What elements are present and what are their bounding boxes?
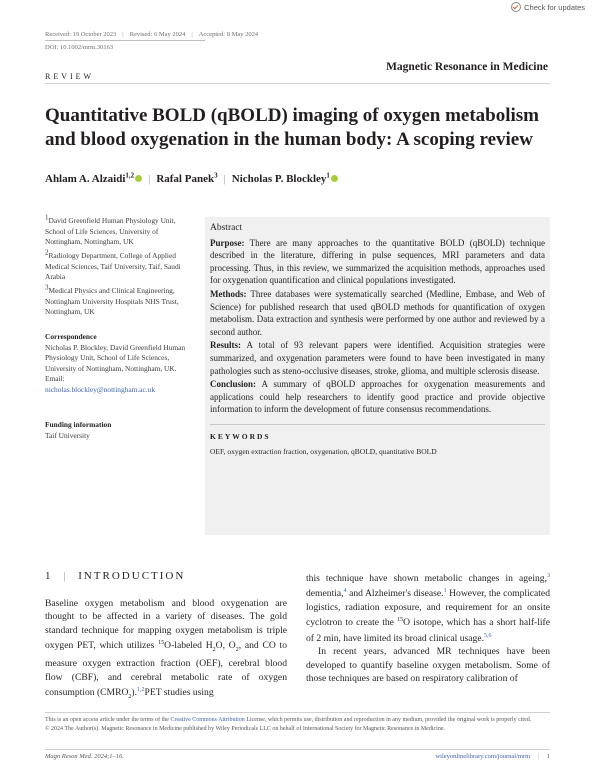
cc-license-link[interactable]: Creative Commons Attribution [170, 717, 245, 723]
author-3[interactable]: Nicholas P. Blockley$^1$ [232, 173, 338, 185]
citation: Magn Reson Med. 2024;1–16. [45, 753, 124, 760]
accepted-date: Accepted: 8 May 2024 [198, 31, 259, 38]
abstract-heading: Abstract [210, 223, 243, 233]
revised-date: Revised: 6 May 2024 [129, 31, 186, 38]
journal-url-link[interactable]: wileyonlinelibrary.com/journal/mrm [435, 753, 531, 760]
received-date: Received: 19 October 2023 [45, 31, 117, 38]
intro-paragraph-1: Baseline oxygen metabolism and blood oxygenation are thought to be affected in a variety of diseases. The gold standard technique for mapping oxygen metabolism is triple oxygen PET, which utilizes $^{15}$O-labeled $H_2O$, $O_2$, and CO to measure oxygen extraction fraction (OEF), cerebral blood flow (CBF), and cerebral metabolic rate of oxygen consumption $(CMRO_2).^{1,2}PET$ studies using [45, 598, 287, 700]
keywords-list: OEF, oxygen extraction fraction, oxygenation, qBOLD, quantitative BOLD [210, 446, 437, 456]
body-column-right [306, 570, 550, 685]
keywords-divider [210, 424, 545, 425]
abstract-results: Results: A total of 93 relevant papers were identified. Acquisition strategies were summarized, and oxygenation parameters were found to have been investigated in many pathologies such as steno-occlusive diseases, stroke, glioma, and multiple sclerosis disease. [210, 340, 545, 376]
affiliation-1: 1David Greenfield Human Physiology Unit, School of Life Sciences, University of Nottingham, Nottingham, UK [45, 213, 176, 246]
author-divider: | [223, 173, 226, 185]
funding [45, 420, 195, 441]
intro-paragraph-1-cont: this technique have shown metabolic changes in ageing,$^3$ dementia,$^4$ and Alzheimer's disease.$^1$ However, the complicated logistics, radiation exposure, and requirement for an onsite cyclotron to create the $^{15}$O isotope, which has a short half-life of 2 min, have limited its broad clinical usage.$^{5,6}$ [306, 573, 550, 644]
funding-heading: Funding information [45, 420, 112, 429]
author-1[interactable]: Ahlam A. Alzaidi$^{1,2}$ [45, 173, 142, 185]
correspondence-text: Nicholas P. Blockley, David Greenfield Human Physiology Unit, School of Life Sciences, University of Nottingham, Nottingham, UK. [45, 342, 186, 373]
date-divider: | [122, 31, 124, 38]
footer-rule [45, 712, 550, 713]
check-updates-label: Check for updates [524, 2, 585, 12]
author-divider: | [148, 173, 151, 185]
abstract-conclusion: Conclusion: A summary of qBOLD approaches for oxygenation measurements and applications could help researchers to identify good practice and provide objective information to inform the development of future consensus recommendations. [210, 379, 545, 415]
copyright: © 2024 The Author(s). Magnetic Resonance in Medicine published by Wiley Periodicals LLC on behalf of International Society for Magnetic Resonance in Medicine. [45, 725, 445, 732]
body-column-left [45, 597, 287, 704]
check-for-updates-button[interactable] [511, 2, 585, 12]
author-2[interactable]: Rafal Panek$^3$ [156, 171, 218, 185]
abstract-methods: Methods: Three databases were systematically searched (Medline, Embase, and Web of Science) for published research that used qBOLD methods for quantification of oxygen metabolism. Data extraction and synthesis were performed by one author and reviewed by a second author. [210, 288, 545, 337]
section-divider: | [63, 570, 68, 582]
abstract-box [205, 217, 550, 535]
date-divider: | [191, 31, 193, 38]
license-notice: This is an open access article under the terms of the Creative Commons Attribution License, which permits use, distribution and reproduction in any medium, provided the original work is properly cited. © 2024 The Author(s). Magnetic Resonance in Medicine published by Wiley Periodicals LLC on behalf of International Society for Magnetic Resonance in Medicine. [45, 716, 550, 733]
doi: DOI: 10.1002/mrm.30163 [45, 44, 114, 51]
intro-paragraph-2: In recent years, advanced MR techniques have been developed to quantify baseline oxygen metabolism. Some of those techniques are based on respiratory calibration of [306, 646, 550, 684]
footer-rule-2 [45, 749, 550, 750]
correspondence-heading: Correspondence [45, 332, 97, 341]
keywords-heading: KEYWORDS [210, 431, 271, 441]
header-rule [45, 83, 550, 84]
email-link[interactable]: nicholas.blockley@nottingham.ac.uk [45, 384, 156, 394]
orcid-icon[interactable] [331, 175, 338, 182]
section-heading [45, 570, 185, 582]
affiliation-3: 3Medical Physics and Clinical Engineering, Nottingham University Hospitals NHS Trust, Nottingham, UK [45, 283, 179, 316]
page-footer: Magn Reson Med. 2024;1–16. wileyonlinelibrary.com/journal/mrm | 1 [45, 753, 550, 760]
correspondence [45, 332, 195, 395]
page-number: 1 [546, 753, 550, 760]
section-number: 1 [45, 570, 53, 582]
email-label: Email: [45, 374, 65, 383]
check-updates-icon [511, 2, 521, 12]
section-title: INTRODUCTION [78, 570, 186, 582]
funding-text: Taif University [45, 430, 90, 440]
orcid-icon[interactable] [135, 175, 142, 182]
dates-divider [45, 40, 205, 41]
article-type: REVIEW [45, 72, 95, 81]
author-list [45, 173, 338, 185]
journal-name: Magnetic Resonance in Medicine [386, 61, 548, 73]
article-title: Quantitative BOLD (qBOLD) imaging of oxygen metabolism and blood oxygenation in the human body: A scoping review [45, 105, 540, 150]
article-dates [45, 31, 258, 38]
affiliation-2: 2Radiology Department, College of Applied Medical Sciences, Taif University, Taif, Saudi Arabia [45, 248, 181, 281]
abstract-purpose: Purpose: There are many approaches to the quantitative BOLD (qBOLD) technique described in the literature, differing in pulse sequences, MRI parameters and data processing. Thus, in this review, we summarized the acquisition methods, approaches used for oxygenation quantification and clinical populations investigated. [210, 237, 546, 286]
